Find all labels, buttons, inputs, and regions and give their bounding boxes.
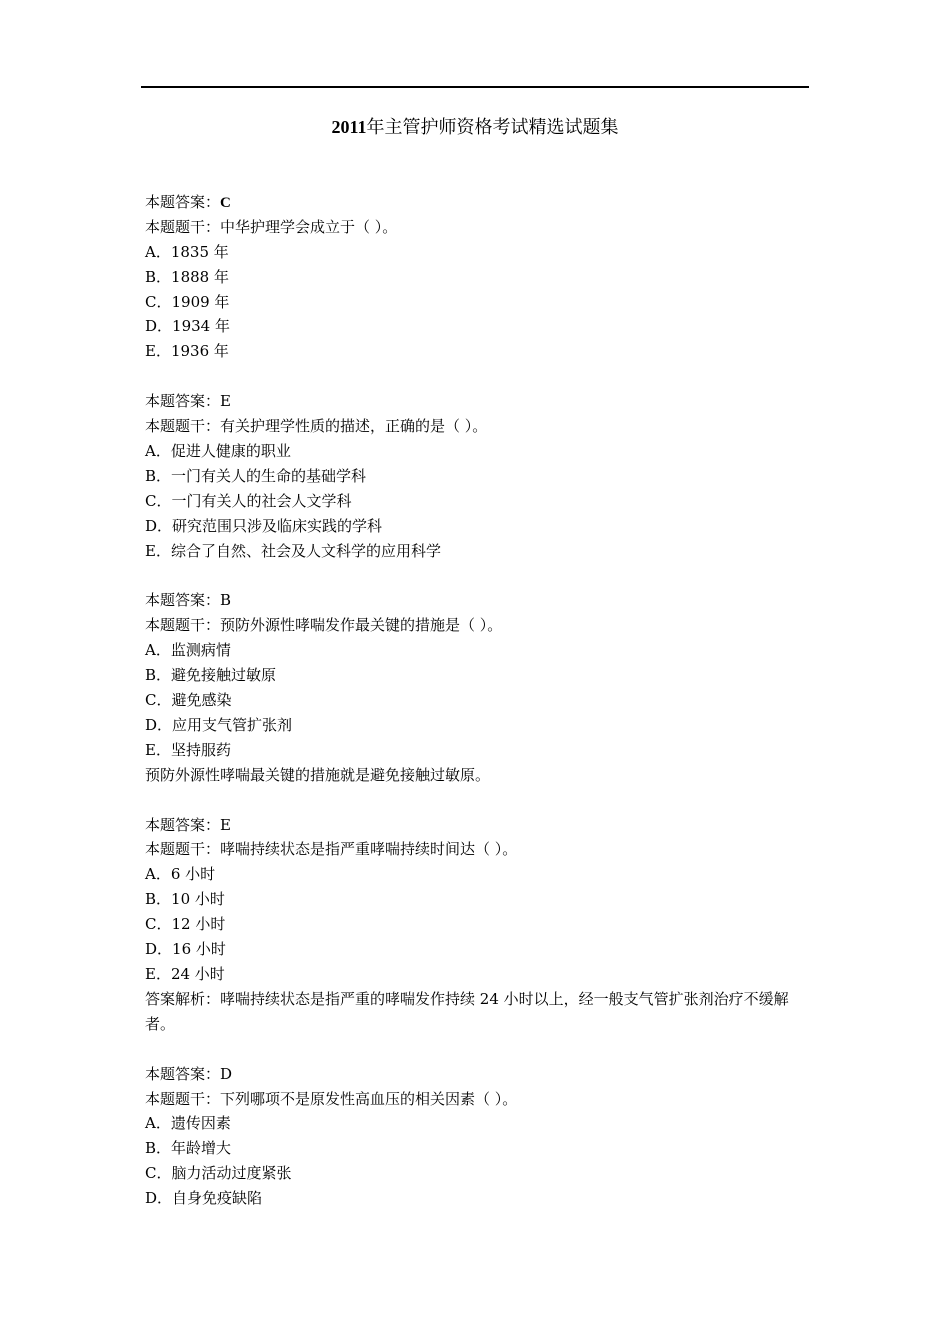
- answer-line: [145, 813, 813, 838]
- option-e: E．坚持服药: [145, 740, 231, 759]
- question-5: [145, 1062, 813, 1211]
- answer-letter: E: [220, 815, 231, 834]
- option-b: B．一门有关人的生命的基础学科: [145, 466, 367, 485]
- option-c: C．一门有关人的社会人文学科: [145, 491, 352, 510]
- answer-label: 本题答案：: [145, 591, 221, 610]
- answer-label: 本题答案：: [145, 392, 221, 411]
- answer-explanation: 答案解析：哮喘持续状态是指严重的哮喘发作持续 24 小时以上，经一般支气管扩张剂治疗不缓解者。: [145, 989, 789, 1033]
- answer-letter: B: [220, 591, 232, 610]
- header-rule: [141, 86, 809, 88]
- title-text: 年主管护师资格考试精选试题集: [366, 117, 619, 138]
- answer-explanation: 预防外源性哮喘最关键的措施就是避免接触过敏原。: [145, 765, 491, 784]
- question-stem: 本题题干：有关护理学性质的描述，正确的是（ ）。: [145, 417, 488, 436]
- title-year: 2011: [331, 117, 367, 137]
- option-b: B．年龄增大: [145, 1139, 232, 1158]
- answer-label: 本题答案：: [145, 1064, 221, 1083]
- option-d: D．自身免疫缺陷: [145, 1189, 263, 1208]
- option-a: A．1835 年: [145, 242, 229, 261]
- answer-line: [145, 1062, 813, 1087]
- question-stem: 本题题干：下列哪项不是原发性高血压的相关因素（ ）。: [145, 1089, 518, 1108]
- option-b: B．1888 年: [145, 267, 229, 286]
- answer-line: [145, 190, 813, 215]
- question-stem: 本题题干：哮喘持续状态是指严重哮喘持续时间达（ ）。: [145, 840, 518, 859]
- option-a: A．遗传因素: [145, 1114, 231, 1133]
- question-1: [145, 190, 813, 364]
- option-c: C．避免感染: [145, 691, 232, 710]
- option-e: E．24 小时: [145, 964, 225, 983]
- question-4: [145, 813, 813, 1037]
- question-stem: 本题题干：预防外源性哮喘发作最关键的措施是（ ）。: [145, 616, 503, 635]
- option-a: A．6 小时: [145, 865, 216, 884]
- option-b: B．10 小时: [145, 890, 225, 909]
- option-c: C．脑力活动过度紧张: [145, 1164, 292, 1183]
- question-list: [145, 190, 813, 1236]
- option-c: C．12 小时: [145, 915, 226, 934]
- option-e: E．1936 年: [145, 342, 229, 361]
- option-b: B．避免接触过敏原: [145, 666, 277, 685]
- option-d: D．应用支气管扩张剂: [145, 715, 293, 734]
- answer-line: [145, 389, 813, 414]
- question-stem: 本题题干：中华护理学会成立于（ ）。: [145, 217, 398, 236]
- option-d: D．研究范围只涉及临床实践的学科: [145, 516, 383, 535]
- question-3: [145, 588, 813, 787]
- answer-label: 本题答案：: [145, 193, 221, 211]
- document-title: [141, 114, 809, 141]
- option-e: E．综合了自然、社会及人文科学的应用科学: [145, 541, 441, 560]
- option-d: D．16 小时: [145, 940, 226, 959]
- option-d: D．1934 年: [145, 317, 230, 336]
- question-2: [145, 389, 813, 563]
- answer-letter: C: [220, 195, 231, 211]
- option-c: C．1909 年: [145, 292, 230, 311]
- option-a: A．促进人健康的职业: [145, 442, 291, 461]
- answer-letter: D: [220, 1064, 233, 1083]
- option-a: A．监测病情: [145, 641, 231, 660]
- answer-line: [145, 588, 813, 613]
- answer-letter: E: [220, 392, 231, 411]
- answer-label: 本题答案：: [145, 815, 221, 834]
